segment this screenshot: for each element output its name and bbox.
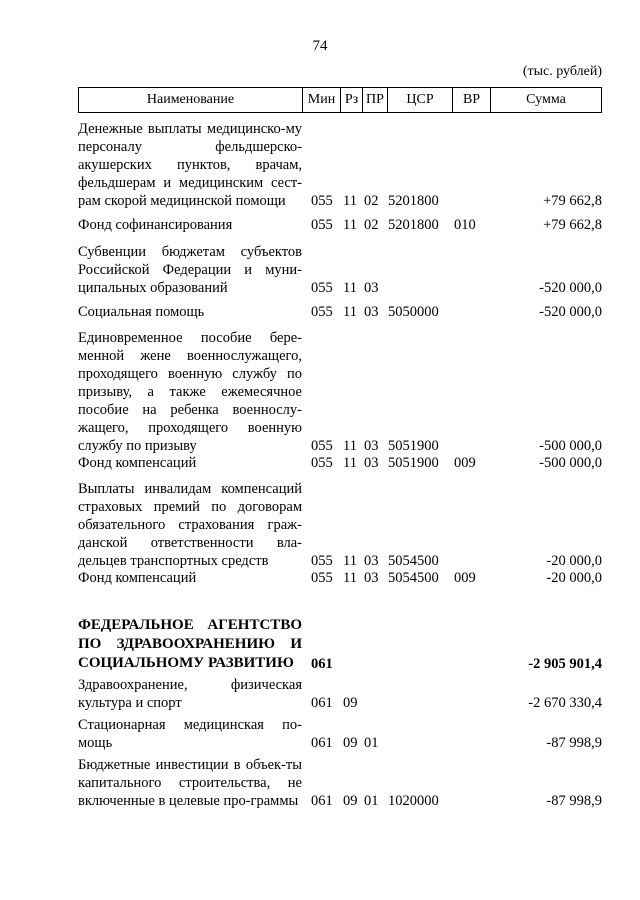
row-pr: 02	[364, 193, 379, 209]
row-pr: 03	[364, 553, 379, 569]
row-rz: 09	[343, 735, 358, 751]
row-name: Выплаты инвалидам компенсаций страховых премий по договорам обязательного страхования граж-данской ответственности вла-дельцев транспортных средств	[78, 481, 302, 569]
row-min: 055	[311, 570, 333, 586]
row-csr: 5051900	[388, 455, 439, 471]
row-sum: +79 662,8	[543, 217, 602, 233]
table-row	[78, 120, 602, 210]
row-min: 061	[311, 695, 333, 711]
row-rz: 11	[343, 438, 357, 454]
table-row	[78, 716, 602, 752]
header-rz: Рз	[340, 88, 362, 112]
row-sum: -2 905 901,4	[528, 656, 602, 672]
row-pr: 02	[364, 217, 379, 233]
page-number: 74	[312, 38, 328, 54]
row-min: 055	[311, 553, 333, 569]
row-pr: 01	[364, 735, 379, 751]
row-csr: 5051900	[388, 438, 439, 454]
row-min: 055	[311, 304, 333, 320]
row-sum: -520 000,0	[539, 304, 602, 320]
row-csr: 5201800	[388, 193, 439, 209]
row-rz: 11	[343, 304, 357, 320]
row-min: 061	[311, 656, 333, 672]
row-name: Фонд софинансирования	[78, 217, 233, 233]
row-pr: 01	[364, 793, 379, 809]
row-name: Здравоохранение, физическая культура и спорт	[78, 677, 302, 711]
row-min: 055	[311, 217, 333, 233]
table-row	[78, 454, 602, 472]
table-row	[78, 303, 602, 321]
row-vr: 010	[454, 217, 476, 233]
row-min: 061	[311, 735, 333, 751]
row-name: Социальная помощь	[78, 304, 205, 320]
agency-heading: ФЕДЕРАЛЬНОЕ АГЕНТСТВО ПО ЗДРАВООХРАНЕНИЮ И СОЦИАЛЬНОМУ РАЗВИТИЮ	[78, 617, 302, 671]
row-rz: 11	[343, 193, 357, 209]
row-pr: 03	[364, 455, 379, 471]
row-rz: 11	[343, 553, 357, 569]
header-csr: ЦСР	[387, 88, 452, 112]
table-header	[78, 87, 602, 113]
table-row	[78, 243, 602, 297]
row-vr: 009	[454, 570, 476, 586]
row-sum: -520 000,0	[539, 280, 602, 296]
header-vr: ВР	[452, 88, 490, 112]
row-min: 061	[311, 793, 333, 809]
row-sum: -500 000,0	[539, 455, 602, 471]
row-min: 055	[311, 438, 333, 454]
row-sum: -20 000,0	[546, 553, 602, 569]
row-name: Денежные выплаты медицинско-му персоналу фельдшерско-акушерских пунктов, врачам, фельдшерам и медицинским сест-рам скорой медицинской помощи	[78, 121, 302, 209]
row-sum: -87 998,9	[546, 793, 602, 809]
row-csr: 5050000	[388, 304, 439, 320]
row-rz: 09	[343, 695, 358, 711]
row-pr: 03	[364, 438, 379, 454]
table-row	[78, 216, 602, 234]
row-rz: 11	[343, 570, 357, 586]
row-csr: 5201800	[388, 217, 439, 233]
row-rz: 11	[343, 217, 357, 233]
row-min: 055	[311, 280, 333, 296]
table-row	[78, 569, 602, 587]
row-sum: -87 998,9	[546, 735, 602, 751]
row-min: 055	[311, 193, 333, 209]
row-vr: 009	[454, 455, 476, 471]
row-name: Фонд компенсаций	[78, 455, 197, 471]
units-label: (тыс. рублей)	[522, 64, 602, 79]
row-name: Стационарная медицинская по-мощь	[78, 717, 302, 751]
row-name: Фонд компенсаций	[78, 570, 197, 586]
row-csr: 5054500	[388, 553, 439, 569]
row-sum: -2 670 330,4	[528, 695, 602, 711]
table-row	[78, 480, 602, 570]
row-rz: 09	[343, 793, 358, 809]
header-name: Наименование	[146, 92, 235, 107]
row-csr: 1020000	[388, 793, 439, 809]
row-min: 055	[311, 455, 333, 471]
row-sum: +79 662,8	[543, 193, 602, 209]
table-row	[78, 756, 602, 810]
header-sum: Сумма	[490, 88, 601, 112]
row-pr: 03	[364, 570, 379, 586]
row-csr: 5054500	[388, 570, 439, 586]
table-row	[78, 329, 602, 455]
row-name: Единовременное пособие бере-менной жене военнослужащего, проходящего военную службу по призыву, а также ежемесячное пособие на ребенка военнослу-жащего, проходящего военную службу по призыву	[78, 330, 302, 454]
header-min: Мин	[302, 88, 340, 112]
table-row	[78, 676, 602, 712]
row-name: Бюджетные инвестиции в объек-ты капитального строительства, не включенные в целевые про-граммы	[78, 757, 302, 809]
row-pr: 03	[364, 280, 379, 296]
row-rz: 11	[343, 280, 357, 296]
table-row	[78, 616, 602, 673]
row-sum: -20 000,0	[546, 570, 602, 586]
header-pr: ПР	[362, 88, 387, 112]
row-sum: -500 000,0	[539, 438, 602, 454]
row-rz: 11	[343, 455, 357, 471]
row-pr: 03	[364, 304, 379, 320]
row-name: Субвенции бюджетам субъектов Российской Федерации и муни-ципальных образований	[78, 244, 302, 296]
